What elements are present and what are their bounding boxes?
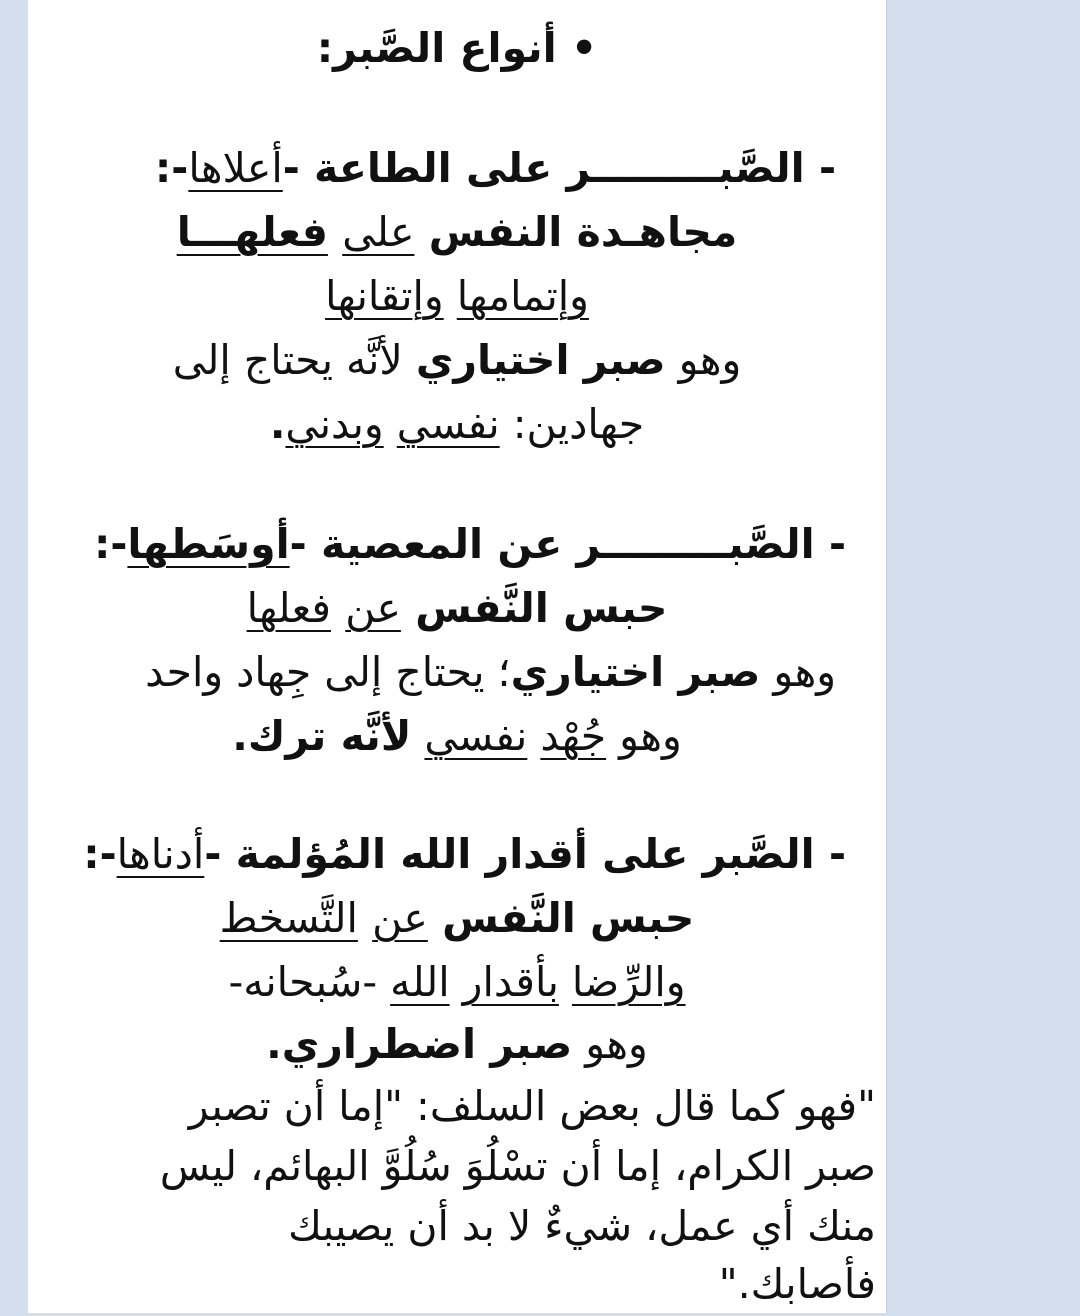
section3-title xyxy=(28,822,886,886)
section1-def2-underlined-word: وإتمامها xyxy=(456,272,589,320)
section3-def2-text: -سُبحانه- xyxy=(228,958,391,1006)
section1-note2-text: جهادين: xyxy=(499,400,645,448)
section3-title-suffix: -: xyxy=(83,830,117,878)
section2-note2-underlined-word: نفسي xyxy=(424,712,528,760)
section3-def-text: حبس النَّفس xyxy=(427,894,695,942)
section1-def2-underlined-word: وإتقانها xyxy=(325,272,444,320)
section2-note2-bold: لأنَّه ترك xyxy=(247,712,412,760)
section2-title xyxy=(28,512,886,576)
section2-definition xyxy=(28,576,886,640)
section2-note-text: وهو xyxy=(760,648,836,696)
section1-note-text: لأنَّه يحتاج إلى xyxy=(172,336,416,384)
section3-title-prefix: - الصَّبر على أقدار الله المُؤلمة - xyxy=(204,830,846,878)
section2-note-cont xyxy=(28,704,886,768)
section1-note-cont xyxy=(28,392,886,456)
section3-note xyxy=(28,1012,886,1076)
section1-note xyxy=(28,328,886,392)
heading-text: • أنواع الصَّبر: xyxy=(316,24,598,72)
section1-def-text: مجاهـدة النفس xyxy=(414,208,738,256)
section2-title-rank: أوسَطها xyxy=(127,520,290,568)
section3-def-underlined-word: التَّسخط xyxy=(219,894,358,942)
left-margin-strip xyxy=(0,0,28,1313)
quote-line-2 xyxy=(28,1134,886,1198)
section2-note-bold: صبر اختياري xyxy=(510,648,761,696)
section2-note-text: ؛ يحتاج إلى جِهاد واحد xyxy=(145,648,511,696)
quote-text: "فهو كما قال بعض السلف: "إما أن تصبر xyxy=(188,1082,876,1130)
section3-def2-underlined-word: بأقدار xyxy=(462,958,559,1006)
section2-title-suffix: -: xyxy=(93,520,128,568)
section3-def2-space xyxy=(559,958,572,1006)
quote-text: فأصابك." xyxy=(718,1260,876,1308)
section1-note2-period: . xyxy=(269,400,286,448)
section3-def2-underlined-word: والرِّضا xyxy=(571,958,686,1006)
section2-def-underlined-word: عن xyxy=(345,584,401,632)
section3-title-rank: أدناها xyxy=(116,830,205,878)
section3-note-bold: صبر اضطراري. xyxy=(266,1020,573,1068)
section1-def-space xyxy=(328,208,342,256)
section3-def2-underlined-word: الله xyxy=(390,958,450,1006)
section2-note2-space xyxy=(411,712,424,760)
section1-note2-underlined-word: وبدني xyxy=(285,400,384,448)
section1-title-rank: أعلاها xyxy=(188,144,283,192)
section2-note2-period: . xyxy=(232,712,248,760)
section1-def2-space xyxy=(444,272,457,320)
section3-def2-space xyxy=(450,958,463,1006)
section1-note2-space xyxy=(384,400,397,448)
quote-line-1 xyxy=(28,1074,886,1138)
document-heading xyxy=(28,16,886,80)
section1-title-prefix: - الصَّبـــــــــر على الطاعة - xyxy=(282,144,836,192)
section2-note2-underlined-word: جُهْد xyxy=(540,712,607,760)
section3-def-space xyxy=(358,894,372,942)
section1-note2-underlined-word: نفسي xyxy=(396,400,500,448)
section2-note2-space xyxy=(527,712,540,760)
section1-title xyxy=(28,136,886,200)
section3-definition-cont xyxy=(28,950,886,1014)
section1-def-underlined-word: فعلهـــا xyxy=(176,208,328,256)
section3-def-underlined-word: عن xyxy=(372,894,428,942)
section1-definition-cont xyxy=(28,264,886,328)
right-margin-strip xyxy=(887,0,1080,1313)
quote-line-4 xyxy=(28,1252,886,1316)
section2-def-space xyxy=(331,584,345,632)
section1-note-bold: صبر اختياري xyxy=(415,336,666,384)
section2-title-prefix: - الصَّبـــــــــر عن المعصية - xyxy=(289,520,846,568)
section3-note-text: وهو xyxy=(572,1020,648,1068)
section1-note-text: وهو xyxy=(665,336,742,384)
section3-definition xyxy=(28,886,886,950)
section1-title-suffix: -: xyxy=(154,144,189,192)
section2-def-text: حبس النَّفس xyxy=(400,584,668,632)
quote-text: منك أي عمل، شيءٌ لا بد أن يصيبك xyxy=(288,1202,876,1250)
section1-def-underlined-word: على xyxy=(342,208,415,256)
section2-def-underlined-word: فعلها xyxy=(246,584,331,632)
quote-text: صبر الكرام، إما أن تسْلُوَ سُلُوَّ البهائم، ليس xyxy=(159,1142,876,1190)
quote-line-3 xyxy=(28,1194,886,1258)
section2-note2-text: وهو xyxy=(606,712,682,760)
section1-definition xyxy=(28,200,886,264)
section2-note xyxy=(28,640,886,704)
